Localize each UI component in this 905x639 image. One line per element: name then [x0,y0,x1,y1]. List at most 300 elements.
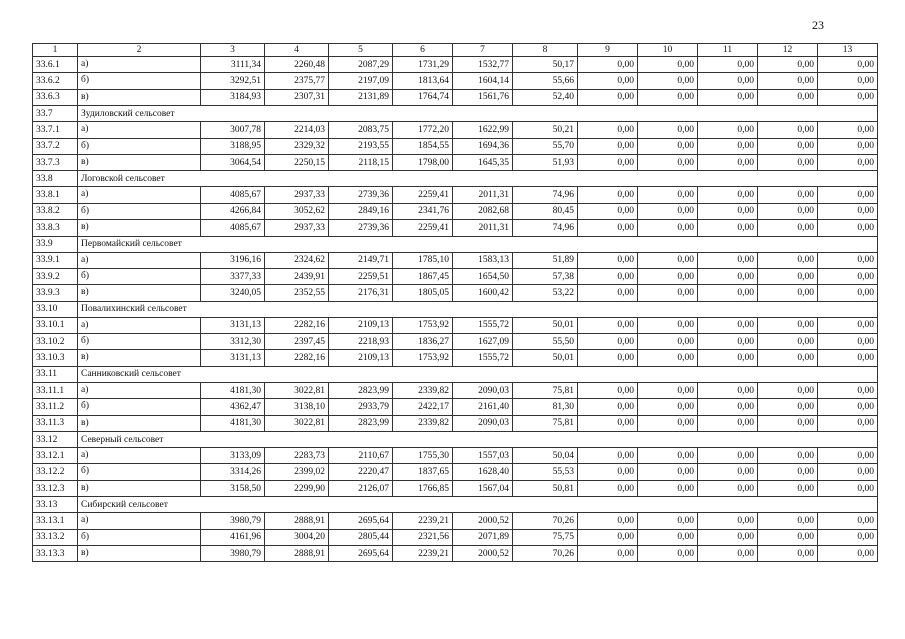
column-number: 13 [818,44,878,57]
value-cell: 51,89 [513,252,578,268]
value-cell: 1583,13 [453,252,513,268]
value-cell: 3052,62 [265,203,329,219]
value-cell: 1753,92 [393,317,453,333]
row-code: 33.9.3 [33,285,78,301]
section-row [33,236,878,252]
value-cell: 0,00 [758,203,818,219]
row-variant: в) [78,545,201,561]
value-cell: 1753,92 [393,350,453,366]
value-cell: 0,00 [698,187,758,203]
row-variant: в) [78,415,201,431]
value-cell: 0,00 [638,122,698,138]
value-cell: 81,30 [513,399,578,415]
value-cell: 2422,17 [393,399,453,415]
column-number: 4 [265,44,329,57]
row-code: 33.7.1 [33,122,78,138]
value-cell: 0,00 [578,545,638,561]
value-cell: 2087,29 [329,57,393,73]
section-code: 33.12 [33,432,78,448]
value-cell: 0,00 [818,464,878,480]
value-cell: 0,00 [578,73,638,89]
row-variant: а) [78,252,201,268]
row-code: 33.9.2 [33,268,78,284]
value-cell: 0,00 [758,252,818,268]
value-cell: 0,00 [818,268,878,284]
row-code: 33.11.2 [33,399,78,415]
value-cell: 2259,41 [393,187,453,203]
section-row [33,106,878,122]
value-cell: 55,66 [513,73,578,89]
value-cell: 0,00 [818,317,878,333]
section-row [33,301,878,317]
table-row [33,122,878,138]
value-cell: 4181,30 [201,415,265,431]
value-cell: 1567,04 [453,480,513,496]
value-cell: 3131,13 [201,350,265,366]
row-variant: б) [78,399,201,415]
column-number: 11 [698,44,758,57]
table-row [33,399,878,415]
value-cell: 0,00 [698,89,758,105]
value-cell: 55,53 [513,464,578,480]
table-row [33,529,878,545]
value-cell: 0,00 [638,545,698,561]
value-cell: 0,00 [698,122,758,138]
value-cell: 70,26 [513,545,578,561]
value-cell: 0,00 [818,252,878,268]
row-variant: б) [78,464,201,480]
value-cell: 0,00 [698,252,758,268]
value-cell: 0,00 [578,89,638,105]
row-code: 33.11.1 [33,382,78,398]
value-cell: 2339,82 [393,382,453,398]
value-cell: 0,00 [818,220,878,236]
value-cell: 0,00 [818,399,878,415]
value-cell: 2259,41 [393,220,453,236]
value-cell: 0,00 [638,464,698,480]
value-cell: 2193,55 [329,138,393,154]
value-cell: 0,00 [638,448,698,464]
value-cell: 2888,91 [265,545,329,561]
section-code: 33.13 [33,497,78,513]
section-row [33,366,878,382]
value-cell: 2250,15 [265,154,329,170]
value-cell: 2739,36 [329,187,393,203]
value-cell: 0,00 [578,285,638,301]
value-cell: 2126,07 [329,480,393,496]
value-cell: 4085,67 [201,187,265,203]
value-cell: 0,00 [818,285,878,301]
value-cell: 57,38 [513,268,578,284]
value-cell: 4362,47 [201,399,265,415]
value-cell: 0,00 [698,203,758,219]
value-cell: 1645,35 [453,154,513,170]
value-cell: 0,00 [638,317,698,333]
value-cell: 0,00 [638,513,698,529]
value-cell: 2307,31 [265,89,329,105]
value-cell: 0,00 [638,203,698,219]
value-cell: 2161,40 [453,399,513,415]
row-variant: в) [78,220,201,236]
value-cell: 2000,52 [453,545,513,561]
value-cell: 2397,45 [265,334,329,350]
value-cell: 0,00 [698,399,758,415]
value-cell: 0,00 [578,154,638,170]
row-variant: а) [78,317,201,333]
row-code: 33.12.1 [33,448,78,464]
value-cell: 2823,99 [329,382,393,398]
column-number: 9 [578,44,638,57]
table-row [33,187,878,203]
value-cell: 1627,09 [453,334,513,350]
value-cell: 0,00 [758,73,818,89]
table-row [33,220,878,236]
value-cell: 3980,79 [201,545,265,561]
value-cell: 0,00 [638,382,698,398]
value-cell: 0,00 [818,382,878,398]
value-cell: 0,00 [698,480,758,496]
value-cell: 0,00 [758,122,818,138]
table-row [33,138,878,154]
row-code: 33.13.2 [33,529,78,545]
value-cell: 50,17 [513,57,578,73]
value-cell: 1785,10 [393,252,453,268]
table-row [33,350,878,366]
value-cell: 0,00 [818,122,878,138]
value-cell: 2176,31 [329,285,393,301]
column-number: 3 [201,44,265,57]
row-variant: а) [78,187,201,203]
value-cell: 0,00 [578,220,638,236]
value-cell: 2339,82 [393,415,453,431]
value-cell: 0,00 [818,57,878,73]
value-cell: 0,00 [698,415,758,431]
value-cell: 50,21 [513,122,578,138]
value-cell: 1837,65 [393,464,453,480]
row-code: 33.7.2 [33,138,78,154]
value-cell: 0,00 [578,415,638,431]
table-body [33,44,878,562]
table-row [33,545,878,561]
value-cell: 51,93 [513,154,578,170]
value-cell: 55,70 [513,138,578,154]
value-cell: 55,50 [513,334,578,350]
value-cell: 2109,13 [329,350,393,366]
row-variant: в) [78,89,201,105]
value-cell: 2937,33 [265,220,329,236]
value-cell: 0,00 [698,57,758,73]
value-cell: 2090,03 [453,415,513,431]
value-cell: 2011,31 [453,187,513,203]
value-cell: 75,75 [513,529,578,545]
column-number: 12 [758,44,818,57]
value-cell: 2321,56 [393,529,453,545]
value-cell: 0,00 [818,480,878,496]
section-title: Повалихинский сельсовет [78,301,878,317]
value-cell: 2109,13 [329,317,393,333]
value-cell: 0,00 [818,448,878,464]
value-cell: 2352,55 [265,285,329,301]
value-cell: 3138,10 [265,399,329,415]
value-cell: 0,00 [578,464,638,480]
row-variant: в) [78,350,201,366]
value-cell: 0,00 [818,187,878,203]
value-cell: 0,00 [698,317,758,333]
value-cell: 0,00 [578,382,638,398]
value-cell: 80,45 [513,203,578,219]
value-cell: 1622,99 [453,122,513,138]
value-cell: 2239,21 [393,545,453,561]
value-cell: 2149,71 [329,252,393,268]
value-cell: 0,00 [578,529,638,545]
value-cell: 0,00 [638,57,698,73]
value-cell: 50,04 [513,448,578,464]
value-cell: 1766,85 [393,480,453,496]
value-cell: 4085,67 [201,220,265,236]
table-row [33,89,878,105]
value-cell: 0,00 [818,415,878,431]
value-cell: 3188,95 [201,138,265,154]
value-cell: 0,00 [578,187,638,203]
value-cell: 2283,73 [265,448,329,464]
value-cell: 0,00 [758,187,818,203]
value-cell: 2341,76 [393,203,453,219]
value-cell: 1731,29 [393,57,453,73]
row-variant: а) [78,513,201,529]
row-code: 33.9.1 [33,252,78,268]
value-cell: 0,00 [698,285,758,301]
value-cell: 0,00 [758,268,818,284]
value-cell: 2399,02 [265,464,329,480]
row-variant: б) [78,268,201,284]
value-cell: 2324,62 [265,252,329,268]
value-cell: 0,00 [818,138,878,154]
value-cell: 0,00 [638,73,698,89]
value-cell: 0,00 [698,350,758,366]
value-cell: 1628,40 [453,464,513,480]
value-cell: 0,00 [698,154,758,170]
table-row [33,154,878,170]
tariff-table [32,43,878,562]
value-cell: 2118,15 [329,154,393,170]
row-variant: в) [78,480,201,496]
row-variant: а) [78,122,201,138]
value-cell: 0,00 [578,252,638,268]
value-cell: 3184,93 [201,89,265,105]
section-code: 33.10 [33,301,78,317]
row-code: 33.8.3 [33,220,78,236]
value-cell: 52,40 [513,89,578,105]
value-cell: 0,00 [578,513,638,529]
value-cell: 0,00 [698,73,758,89]
row-code: 33.6.2 [33,73,78,89]
row-code: 33.13.1 [33,513,78,529]
value-cell: 0,00 [638,138,698,154]
row-code: 33.10.2 [33,334,78,350]
value-cell: 1654,50 [453,268,513,284]
row-variant: б) [78,529,201,545]
value-cell: 0,00 [758,154,818,170]
value-cell: 0,00 [638,187,698,203]
row-code: 33.6.1 [33,57,78,73]
value-cell: 0,00 [638,350,698,366]
value-cell: 0,00 [578,448,638,464]
value-cell: 0,00 [578,203,638,219]
row-code: 33.12.2 [33,464,78,480]
value-cell: 3111,34 [201,57,265,73]
row-code: 33.11.3 [33,415,78,431]
table-row [33,285,878,301]
value-cell: 0,00 [638,252,698,268]
row-code: 33.12.3 [33,480,78,496]
value-cell: 0,00 [758,545,818,561]
value-cell: 74,96 [513,220,578,236]
value-cell: 2937,33 [265,187,329,203]
value-cell: 2439,91 [265,268,329,284]
value-cell: 2239,21 [393,513,453,529]
value-cell: 3064,54 [201,154,265,170]
value-cell: 0,00 [578,317,638,333]
value-cell: 0,00 [818,513,878,529]
section-code: 33.11 [33,366,78,382]
row-code: 33.7.3 [33,154,78,170]
value-cell: 0,00 [698,268,758,284]
table-row [33,513,878,529]
value-cell: 4181,30 [201,382,265,398]
value-cell: 1836,27 [393,334,453,350]
section-code: 33.9 [33,236,78,252]
value-cell: 0,00 [818,73,878,89]
table-row [33,464,878,480]
section-title: Логовской сельсовет [78,171,878,187]
table-row [33,382,878,398]
value-cell: 0,00 [638,334,698,350]
value-cell: 0,00 [758,89,818,105]
row-variant: б) [78,73,201,89]
table-row [33,448,878,464]
table-row [33,252,878,268]
column-number: 5 [329,44,393,57]
value-cell: 0,00 [578,350,638,366]
value-cell: 1555,72 [453,350,513,366]
value-cell: 75,81 [513,415,578,431]
value-cell: 3312,30 [201,334,265,350]
value-cell: 2299,90 [265,480,329,496]
value-cell: 0,00 [638,220,698,236]
row-variant: б) [78,334,201,350]
row-variant: а) [78,448,201,464]
value-cell: 1854,55 [393,138,453,154]
value-cell: 0,00 [758,513,818,529]
table-row [33,268,878,284]
value-cell: 3240,05 [201,285,265,301]
value-cell: 50,81 [513,480,578,496]
value-cell: 0,00 [698,334,758,350]
value-cell: 0,00 [758,399,818,415]
value-cell: 3007,78 [201,122,265,138]
row-code: 33.10.1 [33,317,78,333]
row-variant: в) [78,154,201,170]
value-cell: 0,00 [638,268,698,284]
value-cell: 0,00 [698,448,758,464]
table-row [33,415,878,431]
value-cell: 3131,13 [201,317,265,333]
value-cell: 2739,36 [329,220,393,236]
value-cell: 4266,84 [201,203,265,219]
value-cell: 0,00 [758,317,818,333]
value-cell: 1557,03 [453,448,513,464]
value-cell: 3022,81 [265,415,329,431]
value-cell: 2220,47 [329,464,393,480]
section-row [33,432,878,448]
row-variant: а) [78,57,201,73]
value-cell: 0,00 [578,138,638,154]
value-cell: 4161,96 [201,529,265,545]
value-cell: 0,00 [818,154,878,170]
value-cell: 0,00 [698,513,758,529]
section-code: 33.7 [33,106,78,122]
value-cell: 0,00 [638,89,698,105]
page-number: 23 [812,18,824,32]
value-cell: 0,00 [818,529,878,545]
value-cell: 0,00 [638,415,698,431]
section-row [33,497,878,513]
value-cell: 50,01 [513,317,578,333]
value-cell: 2695,64 [329,545,393,561]
value-cell: 3004,20 [265,529,329,545]
value-cell: 0,00 [758,350,818,366]
value-cell: 0,00 [758,464,818,480]
value-cell: 75,81 [513,382,578,398]
value-cell: 2218,93 [329,334,393,350]
value-cell: 74,96 [513,187,578,203]
value-cell: 0,00 [578,122,638,138]
row-code: 33.6.3 [33,89,78,105]
value-cell: 1798,00 [393,154,453,170]
table-row [33,57,878,73]
value-cell: 0,00 [758,415,818,431]
column-number: 8 [513,44,578,57]
section-title: Сибирский сельсовет [78,497,878,513]
value-cell: 1561,76 [453,89,513,105]
value-cell: 2214,03 [265,122,329,138]
value-cell: 0,00 [758,57,818,73]
value-cell: 50,01 [513,350,578,366]
value-cell: 0,00 [818,89,878,105]
value-cell: 3292,51 [201,73,265,89]
value-cell: 0,00 [578,57,638,73]
value-cell: 3314,26 [201,464,265,480]
value-cell: 0,00 [638,154,698,170]
table-row [33,317,878,333]
value-cell: 1604,14 [453,73,513,89]
value-cell: 1532,77 [453,57,513,73]
value-cell: 53,22 [513,285,578,301]
value-cell: 1867,45 [393,268,453,284]
value-cell: 2197,09 [329,73,393,89]
value-cell: 2849,16 [329,203,393,219]
value-cell: 0,00 [638,529,698,545]
value-cell: 2282,16 [265,350,329,366]
value-cell: 1600,42 [453,285,513,301]
value-cell: 0,00 [698,464,758,480]
value-cell: 3196,16 [201,252,265,268]
table-row [33,73,878,89]
column-number: 6 [393,44,453,57]
value-cell: 70,26 [513,513,578,529]
value-cell: 3022,81 [265,382,329,398]
value-cell: 2375,77 [265,73,329,89]
